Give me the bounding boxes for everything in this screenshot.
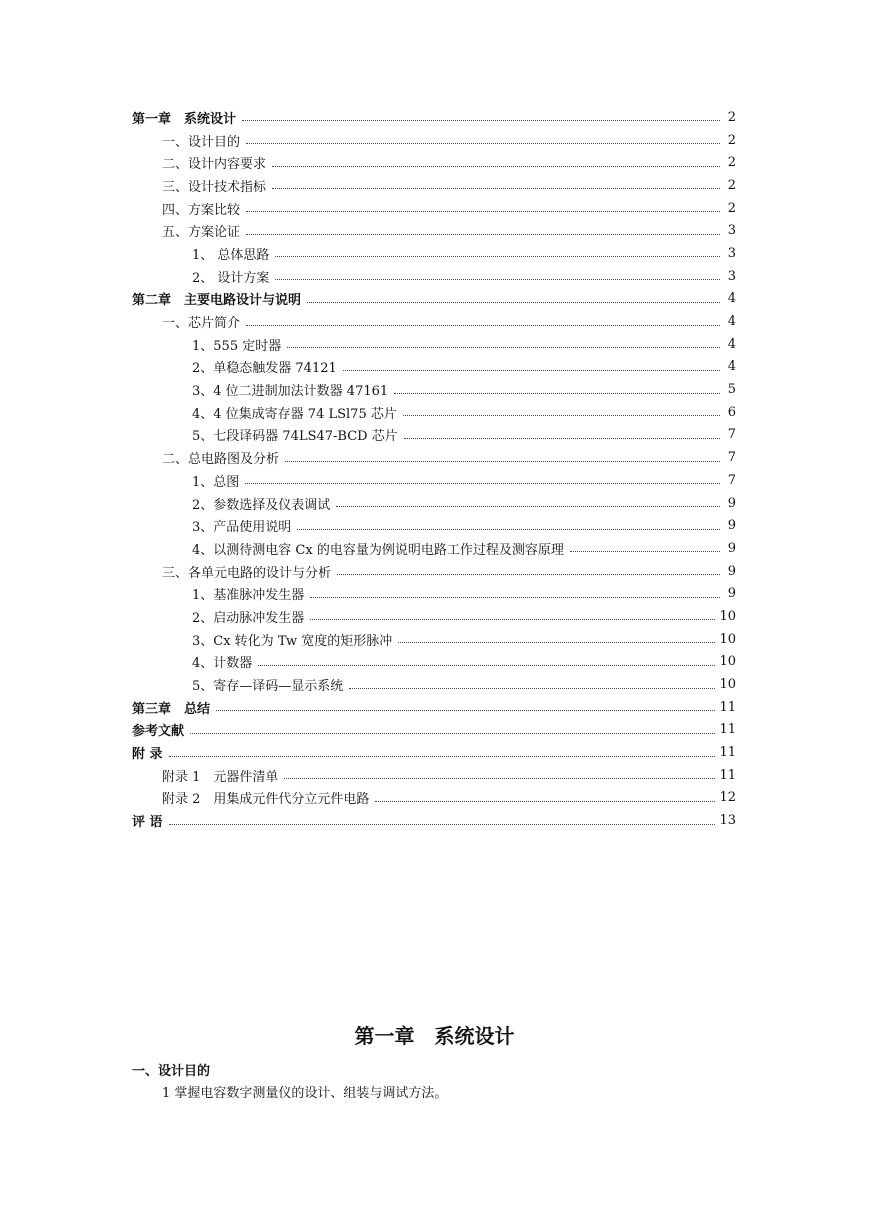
toc-entry-label: 四、方案比较 (162, 202, 241, 218)
toc-entry[interactable] (132, 719, 736, 742)
toc-entry-page-number: 2 (727, 109, 736, 125)
toc-entry-label: 五、方案论证 (162, 225, 241, 241)
toc-entry-page-number: 2 (727, 155, 736, 171)
toc-dot-leader (297, 528, 720, 530)
toc-entry-label: 4、计数器 (192, 656, 253, 672)
toc-dot-leader (169, 823, 716, 825)
toc-entry-page-number: 3 (727, 245, 736, 261)
toc-dot-leader (403, 414, 720, 416)
toc-entry-label: 4、以测待测电容 Cx 的电容量为例说明电路工作过程及测容原理 (192, 542, 564, 558)
toc-entry-page-number: 5 (727, 382, 736, 398)
toc-entry[interactable] (132, 356, 736, 379)
toc-dot-leader (570, 550, 720, 552)
toc-entry-label: 三、设计技术指标 (162, 179, 267, 195)
toc-entry-page-number: 9 (727, 586, 736, 602)
toc-dot-leader (272, 165, 720, 167)
body-paragraph: 1 掌握电容数字测量仪的设计、组装与调试方法。 (162, 1086, 448, 1101)
toc-entry-page-number: 10 (719, 677, 736, 693)
toc-entry-label: 5、寄存—译码—显示系统 (192, 679, 344, 695)
toc-entry[interactable] (132, 197, 736, 220)
toc-entry-page-number: 13 (719, 813, 736, 829)
toc-entry-label: 2、启动脉冲发生器 (192, 610, 305, 626)
toc-entry-label: 参考文献 (132, 724, 185, 740)
toc-dot-leader (246, 142, 720, 144)
toc-entry-page-number: 10 (719, 608, 736, 624)
toc-entry[interactable] (132, 492, 736, 515)
toc-entry[interactable] (132, 151, 736, 174)
toc-entry-page-number: 10 (719, 654, 736, 670)
toc-entry[interactable] (132, 129, 736, 152)
toc-entry-label: 3、4 位二进制加法计数器 47161 (192, 384, 389, 400)
toc-entry-page-number: 4 (727, 336, 736, 352)
toc-entry-page-number: 11 (719, 699, 736, 715)
toc-dot-leader (216, 709, 715, 711)
toc-entry-label: 三、各单元电路的设计与分析 (162, 565, 332, 581)
toc-entry-page-number: 11 (719, 722, 736, 738)
toc-entry[interactable] (132, 560, 736, 583)
toc-dot-leader (169, 755, 716, 757)
toc-entry[interactable] (132, 446, 736, 469)
toc-entry-page-number: 2 (727, 132, 736, 148)
toc-entry-page-number: 7 (727, 427, 736, 443)
toc-entry-page-number: 7 (727, 450, 736, 466)
toc-entry-label: 附录 2 用集成元件代分立元件电路 (162, 792, 370, 808)
toc-entry[interactable] (132, 106, 736, 129)
toc-dot-leader (242, 119, 720, 121)
toc-dot-leader (272, 187, 720, 189)
toc-entry[interactable] (132, 333, 736, 356)
toc-entry[interactable] (132, 242, 736, 265)
toc-dot-leader (343, 369, 720, 371)
toc-entry-page-number: 2 (727, 177, 736, 193)
toc-entry[interactable] (132, 696, 736, 719)
toc-dot-leader (246, 210, 720, 212)
toc-entry-page-number: 6 (727, 404, 736, 420)
toc-dot-leader (258, 664, 715, 666)
toc-entry[interactable] (132, 469, 736, 492)
toc-entry[interactable] (132, 628, 736, 651)
toc-dot-leader (310, 596, 720, 598)
toc-entry-label: 评 语 (132, 815, 163, 831)
toc-entry-page-number: 3 (727, 223, 736, 239)
toc-entry-page-number: 9 (727, 563, 736, 579)
toc-entry[interactable] (132, 787, 736, 810)
toc-dot-leader (245, 482, 720, 484)
toc-entry[interactable] (132, 673, 736, 696)
toc-entry-label: 第一章 系统设计 (132, 111, 237, 127)
toc-entry-page-number: 4 (727, 314, 736, 330)
toc-entry[interactable] (132, 174, 736, 197)
toc-entry-page-number: 2 (727, 200, 736, 216)
toc-dot-leader (375, 800, 715, 802)
toc-entry-label: 4、4 位集成寄存器 74 LSl75 芯片 (192, 406, 397, 422)
toc-entry-label: 2、参数选择及仪表调试 (192, 497, 331, 513)
toc-entry-page-number: 4 (727, 291, 736, 307)
toc-entry[interactable] (132, 288, 736, 311)
toc-dot-leader (284, 777, 715, 779)
toc-entry[interactable] (132, 651, 736, 674)
toc-dot-leader (310, 618, 715, 620)
toc-entry-page-number: 7 (727, 472, 736, 488)
toc-entry-page-number: 3 (727, 268, 736, 284)
toc-entry-page-number: 4 (727, 359, 736, 375)
toc-entry[interactable] (132, 537, 736, 560)
toc-entry-label: 附 录 (132, 747, 163, 763)
toc-entry-label: 第三章 总结 (132, 701, 211, 717)
toc-entry-page-number: 11 (719, 745, 736, 761)
toc-entry-page-number: 9 (727, 518, 736, 534)
toc-dot-leader (285, 460, 720, 462)
toc-entry-label: 附录 1 元器件清单 (162, 769, 279, 785)
toc-entry[interactable] (132, 219, 736, 242)
toc-entry-label: 2、单稳态触发器 74121 (192, 361, 337, 377)
table-of-contents (132, 106, 736, 832)
toc-entry-label: 二、总电路图及分析 (162, 452, 280, 468)
toc-entry-page-number: 10 (719, 631, 736, 647)
toc-entry-label: 二、设计内容要求 (162, 157, 267, 173)
toc-dot-leader (336, 505, 720, 507)
toc-dot-leader (404, 437, 720, 439)
toc-entry[interactable] (132, 764, 736, 787)
toc-dot-leader (275, 278, 720, 280)
toc-entry-page-number: 12 (719, 790, 736, 806)
toc-entry-label: 1、 总体思路 (192, 247, 270, 263)
toc-dot-leader (307, 301, 720, 303)
toc-entry[interactable] (132, 265, 736, 288)
toc-entry-label: 1、555 定时器 (192, 338, 282, 354)
toc-dot-leader (287, 346, 720, 348)
toc-entry-page-number: 9 (727, 495, 736, 511)
section-heading: 一、设计目的 (132, 1064, 211, 1079)
toc-entry[interactable] (132, 310, 736, 333)
toc-dot-leader (398, 641, 715, 643)
toc-entry[interactable] (132, 605, 736, 628)
toc-entry-label: 3、产品使用说明 (192, 520, 292, 536)
toc-dot-leader (190, 732, 715, 734)
toc-entry-label: 第二章 主要电路设计与说明 (132, 293, 302, 309)
toc-entry-label: 2、 设计方案 (192, 270, 270, 286)
chapter-title: 第一章 系统设计 (354, 1024, 515, 1048)
toc-entry-label: 1、总图 (192, 474, 240, 490)
toc-entry[interactable] (132, 582, 736, 605)
toc-entry-label: 一、芯片简介 (162, 316, 241, 332)
toc-dot-leader (337, 573, 720, 575)
toc-entry-label: 3、Cx 转化为 Tw 宽度的矩形脉冲 (192, 633, 393, 649)
toc-entry-label: 1、基准脉冲发生器 (192, 588, 305, 604)
toc-entry[interactable] (132, 378, 736, 401)
toc-entry[interactable] (132, 424, 736, 447)
toc-entry[interactable] (132, 741, 736, 764)
toc-entry-page-number: 9 (727, 540, 736, 556)
toc-entry-label: 5、七段译码器 74LS47-BCD 芯片 (192, 429, 398, 445)
toc-dot-leader (349, 687, 715, 689)
toc-entry[interactable] (132, 514, 736, 537)
toc-entry[interactable] (132, 809, 736, 832)
toc-dot-leader (246, 233, 720, 235)
toc-entry[interactable] (132, 401, 736, 424)
toc-dot-leader (275, 255, 720, 257)
toc-dot-leader (246, 324, 720, 326)
toc-entry-label: 一、设计目的 (162, 134, 241, 150)
toc-dot-leader (394, 392, 720, 394)
toc-entry-page-number: 11 (719, 767, 736, 783)
